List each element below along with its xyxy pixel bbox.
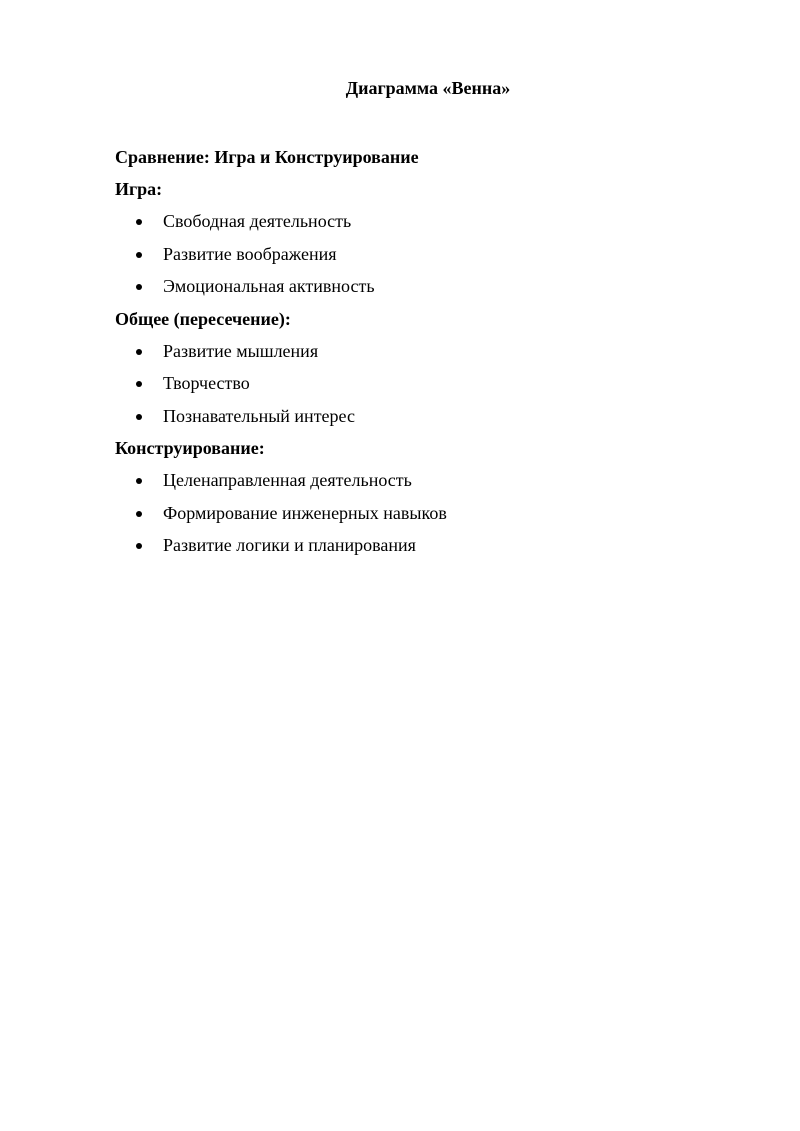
list-item-text: Развитие воображения (163, 243, 337, 264)
list-item (115, 400, 735, 433)
comparison-heading: Сравнение: Игра и Конструирование (115, 147, 419, 167)
list-item (115, 529, 735, 562)
list-item (115, 367, 735, 400)
list-item (115, 464, 735, 497)
bullet-icon (136, 543, 142, 549)
bullet-icon (136, 252, 142, 258)
list-item (115, 497, 735, 530)
list-item-text: Формирование инженерных навыков (163, 502, 447, 523)
list-item-text: Свободная деятельность (163, 211, 352, 232)
list-item-text: Творчество (163, 373, 250, 394)
bullet-icon (136, 511, 142, 517)
bullet-icon (136, 381, 142, 387)
bullet-icon (136, 219, 142, 225)
section-heading-construction: Конструирование: (115, 438, 265, 458)
common-list (115, 335, 735, 433)
list-item (115, 270, 735, 303)
list-item-text: Развитие мышления (163, 340, 319, 361)
list-item (115, 335, 735, 368)
list-item (115, 205, 735, 238)
construction-list (115, 464, 735, 562)
bullet-icon (136, 414, 142, 420)
section-heading-game: Игра: (115, 179, 163, 199)
section-heading-common: Общее (пересечение): (115, 308, 291, 329)
list-item-text: Целенаправленная деятельность (163, 470, 412, 491)
list-item (115, 238, 735, 271)
bullet-icon (136, 284, 142, 290)
bullet-icon (136, 478, 142, 484)
list-item-text: Эмоциональная активность (163, 276, 375, 297)
document-title: Диаграмма «Венна» (345, 78, 511, 98)
game-list (115, 205, 735, 303)
list-item-text: Развитие логики и планирования (163, 535, 416, 556)
bullet-icon (136, 349, 142, 355)
document-body (115, 141, 735, 562)
list-item-text: Познавательный интерес (163, 405, 355, 426)
